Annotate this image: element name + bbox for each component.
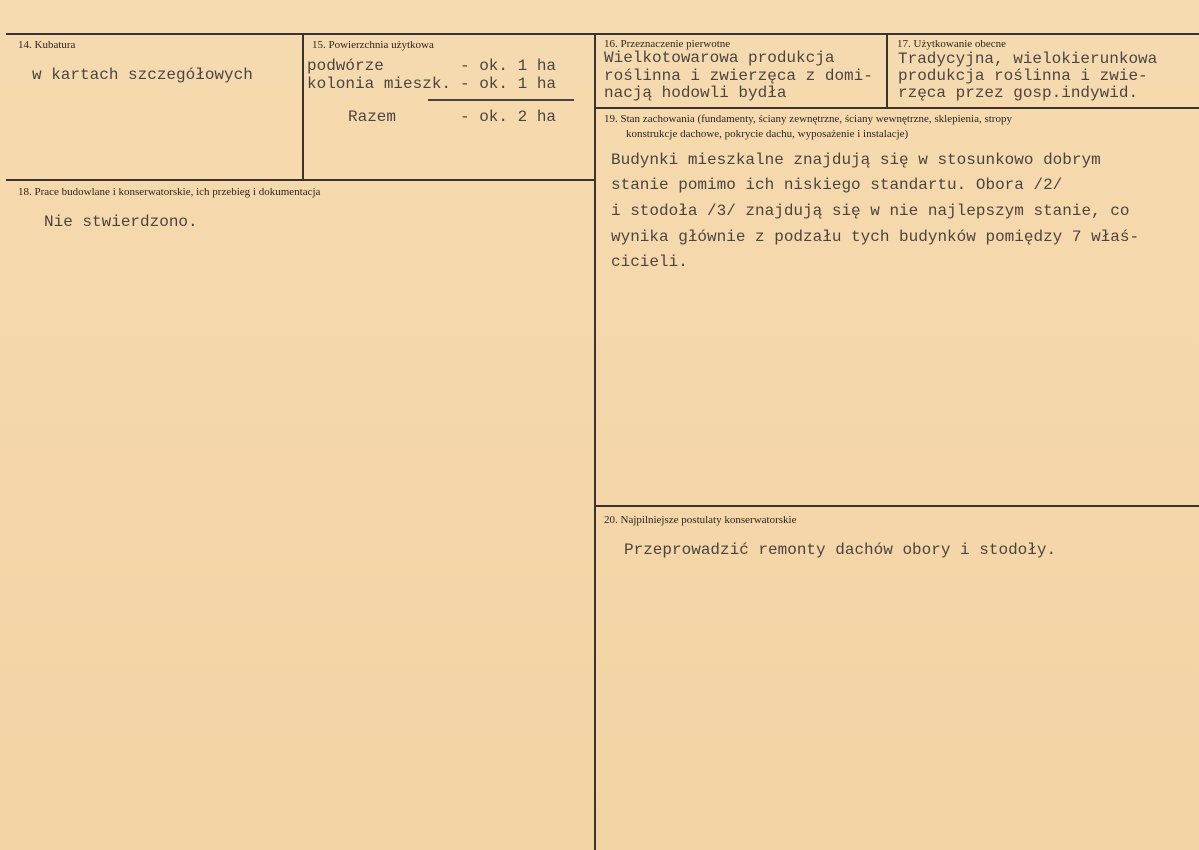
field-18-label: 18. Prace budowlane i konserwatorskie, ich przebieg i dokumentacja: [18, 186, 321, 198]
field-19-label-cont: konstrukcje dachowe, pokrycie dachu, wyposażenie i instalacje): [626, 128, 909, 140]
field-17-line: rzęca przez gosp.indywid.: [898, 84, 1139, 102]
field-19-line: Budynki mieszkalne znajdują się w stosunkowo dobrym: [611, 151, 1101, 169]
field-16-line: Wielkotowarowa produkcja: [604, 49, 835, 67]
area-row-name: podwórze: [307, 57, 384, 75]
field-19-line: cicieli.: [611, 253, 688, 271]
divider-19-20: [594, 505, 1199, 507]
divider-top-18: [6, 179, 594, 181]
field-20-value: Przeprowadzić remonty dachów obory i stodoły.: [624, 541, 1057, 559]
field-20-label: 20. Najpilniejsze postulaty konserwatorskie: [604, 514, 797, 526]
field-16-line: nacją hodowli bydła: [604, 84, 787, 102]
area-row-value: - ok. 1 ha: [460, 75, 557, 93]
field-16-line: roślinna i zwierzęca z domi-: [604, 67, 873, 85]
field-19-label: 19. Stan zachowania (fundamenty, ściany zewnętrzne, ściany wewnętrzne, sklepienia, stropy: [604, 113, 1012, 125]
field-16-label: 16. Przeznaczenie pierwotne: [604, 38, 731, 50]
field-17-label: 17. Użytkowanie obecne: [897, 38, 1007, 50]
field-19-line: wynika głównie z podzału tych budynków pomiędzy 7 właś-: [611, 228, 1140, 246]
field-17-line: Tradycyjna, wielokierunkowa: [898, 50, 1158, 68]
top-border: [6, 33, 1199, 35]
area-row-value: - ok. 1 ha: [460, 57, 557, 75]
divider-14-15: [302, 33, 304, 179]
divider-16-17: [886, 33, 888, 107]
area-total-value: - ok. 2 ha: [460, 108, 557, 126]
area-total-name: Razem: [348, 108, 397, 126]
field-14-label: 14. Kubatura: [18, 39, 76, 51]
field-19-line: i stodoła /3/ znajdują się w nie najlepszym stanie, co: [611, 202, 1130, 220]
field-14-value: w kartach szczegółowych: [32, 66, 253, 84]
field-17-line: produkcja roślinna i zwie-: [898, 67, 1148, 85]
field-15-label: 15. Powierzchnia użytkowa: [312, 39, 434, 51]
center-divider: [594, 33, 596, 850]
divider-top-19: [594, 107, 1199, 109]
area-row-name: kolonia mieszk.: [307, 75, 452, 93]
sum-underline: [428, 99, 574, 101]
field-18-value: Nie stwierdzono.: [44, 213, 198, 231]
field-19-line: stanie pomimo ich niskiego standartu. Obora /2/: [611, 176, 1063, 194]
